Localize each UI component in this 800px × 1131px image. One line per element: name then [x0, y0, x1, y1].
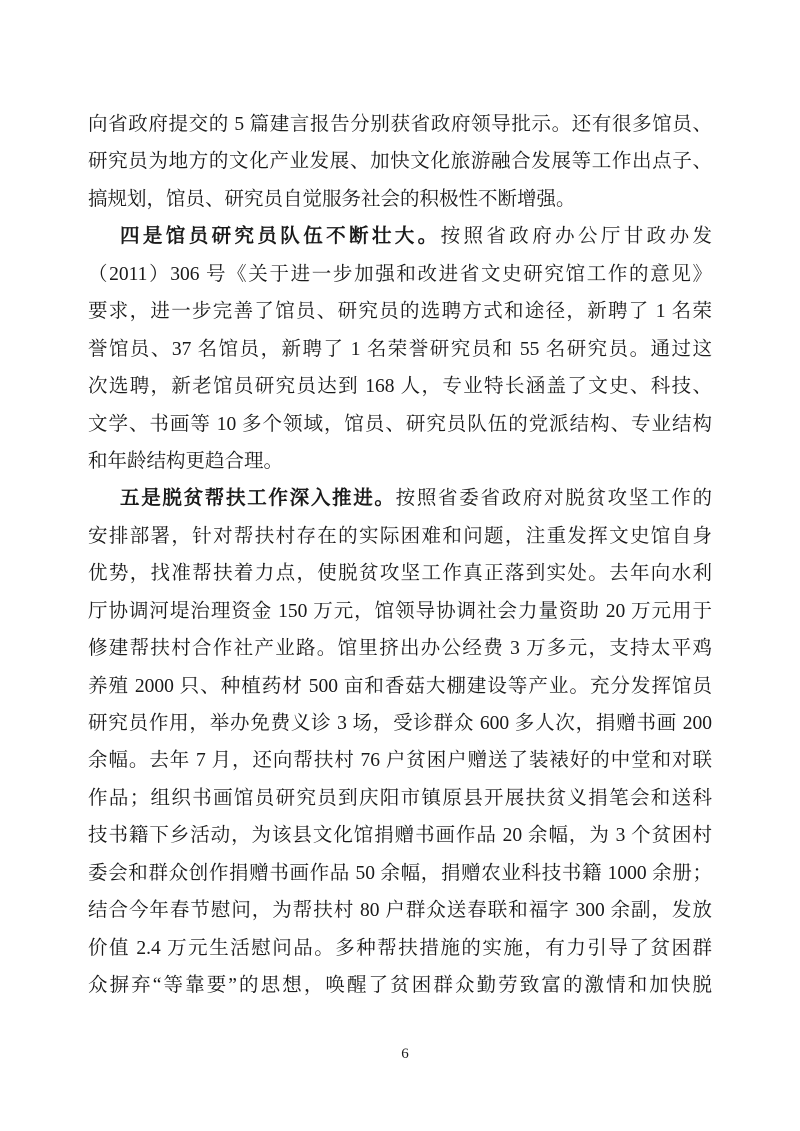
- text-line: [88, 780, 712, 817]
- text-run: 价值 2.4 万元生活慰问品。多种帮扶措施的实施，有力引导了贫困群: [88, 937, 712, 959]
- text-run: （2011）306 号《关于进一步加强和改进省文史研究馆工作的意见》: [88, 263, 712, 285]
- text-run-bold: 五是脱贫帮扶工作深入推进。: [120, 488, 396, 510]
- text-line: [88, 518, 712, 555]
- text-run: 要求，进一步完善了馆员、研究员的选聘方式和途径，新聘了 1 名荣: [88, 301, 712, 323]
- text-line: [88, 593, 712, 630]
- text-run: 余幅。去年 7 月，还向帮扶村 76 户贫困户赠送了装裱好的中堂和对联: [88, 750, 712, 772]
- text-line: [88, 967, 712, 1004]
- text-run: 按照省委省政府对脱贫攻坚工作的: [395, 488, 712, 510]
- text-run-bold: 四是馆员研究员队伍不断壮大。: [120, 226, 441, 248]
- text-run: 委会和群众创作捐赠书画作品 50 余幅，捐赠农业科技书籍 1000 余册；: [88, 862, 712, 884]
- text-line: [88, 892, 712, 929]
- text-run: 养殖 2000 只、种植药材 500 亩和香菇大棚建设等产业。充分发挥馆员: [88, 675, 712, 697]
- text-run: 作品；组织书画馆员研究员到庆阳市镇原县开展扶贫义捐笔会和送科: [88, 787, 712, 809]
- text-run: 向省政府提交的 5 篇建言报告分别获省政府领导批示。还有很多馆员、: [88, 114, 712, 135]
- text-run: 优势，找准帮扶着力点，使脱贫攻坚工作真正落到实处。去年向水利: [88, 563, 712, 585]
- text-run: 修建帮扶村合作社产业路。馆里挤出办公经费 3 万多元，支持太平鸡: [88, 638, 712, 660]
- text-line: [88, 817, 712, 854]
- text-run: 众摒弃“等靠要”的思想，唤醒了贫困群众勤劳致富的激情和加快脱: [88, 975, 712, 997]
- text-line: [88, 293, 712, 330]
- text-run: 技书籍下乡活动，为该县文化馆捐赠书画作品 20 余幅，为 3 个贫困村: [88, 825, 712, 847]
- text-line: [88, 668, 712, 705]
- text-line: [88, 368, 712, 405]
- text-run: 和年龄结构更趋合理。: [88, 450, 284, 472]
- text-line: [88, 443, 712, 480]
- text-line: [88, 630, 712, 667]
- text-line: [88, 555, 712, 592]
- document-body: [88, 106, 712, 1005]
- text-run: 次选聘，新老馆员研究员达到 168 人，专业特长涵盖了文史、科技、: [88, 376, 712, 398]
- text-run: 厅协调河堤治理资金 150 万元，馆领导协调社会力量资助 20 万元用于: [88, 600, 712, 622]
- text-line: [88, 742, 712, 779]
- text-run: 安排部署，针对帮扶村存在的实际困难和问题，注重发挥文史馆自身: [88, 525, 712, 547]
- text-line: [88, 480, 712, 517]
- text-line: [88, 855, 712, 892]
- text-line: [88, 406, 712, 443]
- text-run: 结合今年春节慰问，为帮扶村 80 户群众送春联和福字 300 余副，发放: [88, 900, 712, 922]
- text-run: 誉馆员、37 名馆员，新聘了 1 名荣誉研究员和 55 名研究员。通过这: [88, 338, 712, 360]
- text-line: [88, 930, 712, 967]
- text-line: [88, 705, 712, 742]
- text-line: [88, 143, 712, 180]
- text-line: [88, 256, 712, 293]
- text-run: 研究员为地方的文化产业发展、加快文化旅游融合发展等工作出点子、: [88, 151, 712, 173]
- text-run: 搞规划，馆员、研究员自觉服务社会的积极性不断增强。: [88, 188, 576, 210]
- text-run: 研究员作用，举办免费义诊 3 场，受诊群众 600 多人次，捐赠书画 200: [88, 713, 712, 734]
- text-line: [88, 331, 712, 368]
- text-line: [88, 106, 712, 143]
- page-number: 6: [401, 1046, 409, 1062]
- text-line: [88, 181, 712, 218]
- text-run: 文学、书画等 10 多个领域，馆员、研究员队伍的党派结构、专业结构: [88, 413, 712, 435]
- text-run: 按照省政府办公厅甘政办发: [440, 226, 712, 248]
- text-line: [88, 218, 712, 255]
